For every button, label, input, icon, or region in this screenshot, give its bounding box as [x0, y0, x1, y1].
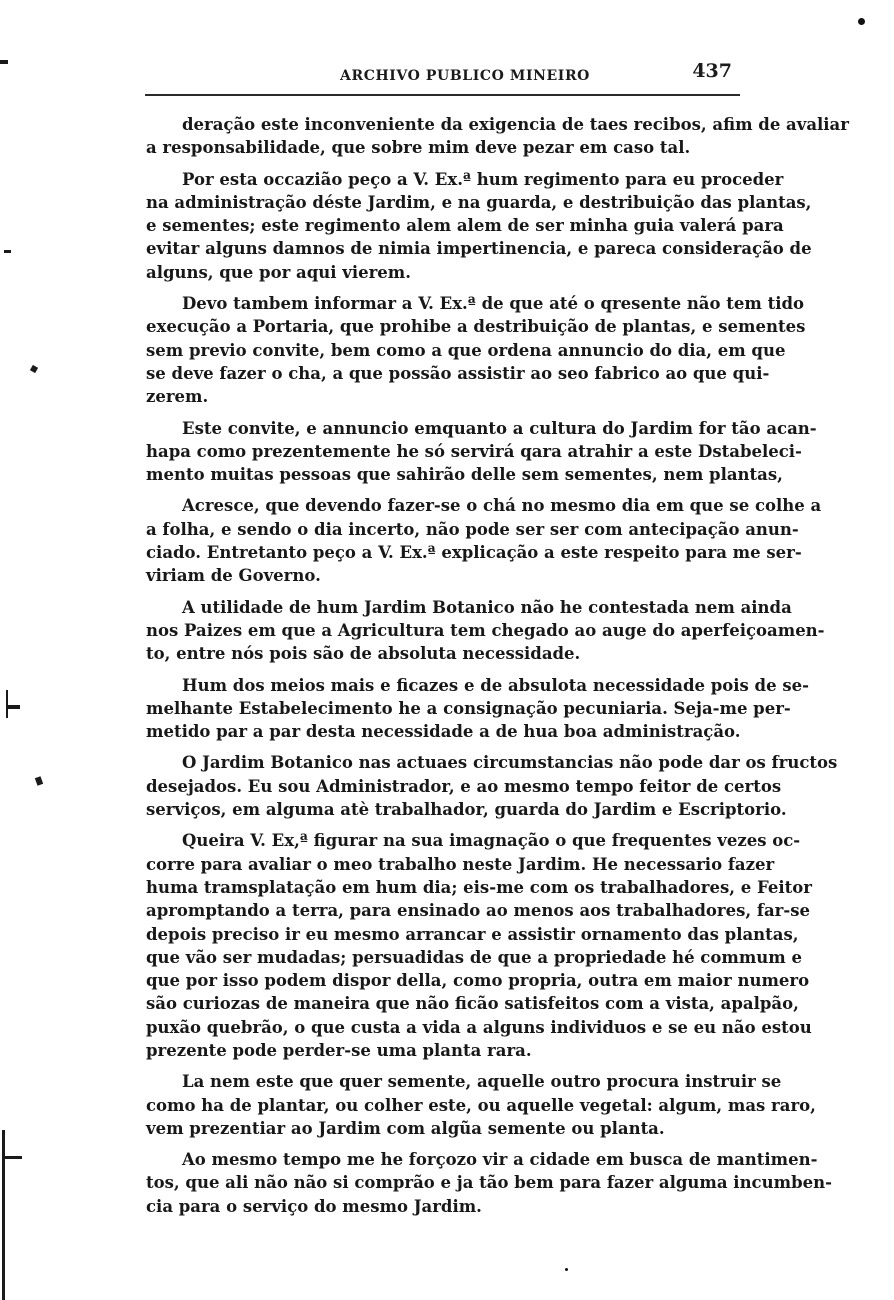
margin-mark: [30, 365, 38, 373]
text-line: são curiozas de maneira que não ficão satisfeitos com a vista, apalpão,: [146, 994, 799, 1014]
paragraph: [146, 113, 849, 160]
text-line: desejados. Eu sou Administrador, e ao mesmo tempo feitor de certos: [146, 776, 782, 796]
paragraph: [146, 751, 838, 821]
text-line: Acresce, que devendo fazer-se o chá no mesmo dia em que se colhe a: [182, 496, 822, 516]
text-line: como ha de plantar, ou colher este, ou aquelle vegetal: algum, mas raro,: [146, 1095, 816, 1115]
running-header: [145, 60, 740, 98]
text-line: mento muitas pessoas que sahirão delle sem sementes, nem plantas,: [146, 465, 783, 485]
text-line: prezente pode perder-se uma planta rara.: [146, 1040, 532, 1060]
text-line: vem prezentiar ao Jardim com algũa semente ou planta.: [146, 1118, 665, 1138]
text-line: Este convite, e annuncio emquanto a cultura do Jardim for tão acan-: [182, 418, 817, 438]
text-line: to, entre nós pois são de absoluta necessidade.: [146, 644, 581, 664]
text-line: que por isso podem dispor della, como propria, outra em maior numero: [146, 971, 810, 991]
text-line: apromptando a terra, para ensinado ao menos aos trabalhadores, far-se: [146, 901, 811, 921]
text-line: deração este inconveniente da exigencia de taes recibos, afim de avaliar: [182, 115, 849, 134]
text-line: A utilidade de hum Jardim Botanico não he contestada nem ainda: [182, 597, 792, 617]
text-line: a folha, e sendo o dia incerto, não pode ser ser com antecipação anun-: [146, 519, 799, 539]
text-line: zerem.: [146, 387, 209, 407]
text-line: na administração déste Jardim, e na guarda, e destribuição das plantas,: [146, 192, 812, 212]
text-line: sem previo convite, bem como a que ordena annuncio do dia, em que: [146, 340, 786, 360]
text-line: se deve fazer o cha, a que possão assistir ao seo fabrico ao que qui-: [146, 363, 770, 383]
text-line: viriam de Governo.: [146, 566, 321, 586]
page-number: 437: [692, 60, 732, 82]
margin-edge-line: [6, 690, 8, 718]
text-line: Por esta occazião peço a V. Ex.ª hum regimento para eu proceder: [182, 169, 784, 189]
scan-dot: [858, 18, 865, 25]
text-line: huma tramsplatação em hum dia; eis-me com os trabalhadores, e Feitor: [146, 877, 812, 897]
margin-mark: [35, 776, 43, 786]
margin-mark: [2, 1156, 22, 1159]
margin-mark: [4, 250, 11, 253]
text-line: serviços, em alguma atè trabalhador, guarda do Jardim e Escriptorio.: [146, 800, 787, 820]
header-rule: [145, 94, 740, 96]
text-line: hapa como prezentemente he só servirá qara atrahir a este Dstabeleci-: [146, 441, 802, 461]
text-line: Ao mesmo tempo me he forçozo vir a cidade em busca de mantimen-: [182, 1150, 818, 1170]
text-line: tos, que ali não não si comprão e ja tão bem para fazer alguma incumben-: [146, 1173, 832, 1193]
running-title: ARCHIVO PUBLICO MINEIRO: [340, 68, 590, 84]
text-line: melhante Estabelecimento he a consignação pecuniaria. Seja-me per-: [146, 698, 791, 718]
text-line: evitar alguns damnos de nimia impertinencia, e pareca consideração de: [146, 239, 812, 259]
text-line: nos Paizes em que a Agricultura tem chegado ao auge do aperfeiçoamen-: [146, 620, 825, 640]
text-line: depois preciso ir eu mesmo arrancar e assistir ornamento das plantas,: [146, 924, 799, 944]
paragraph: [146, 1148, 832, 1218]
text-line: Hum dos meios mais e ficazes e de absulota necessidade pois de se-: [182, 675, 809, 695]
paragraph: [146, 494, 822, 587]
paragraph: [146, 596, 825, 666]
text-line: alguns, que por aqui vierem.: [146, 262, 412, 282]
paragraph: [146, 1070, 816, 1140]
scan-dot: [565, 1268, 568, 1271]
paragraph: [146, 292, 806, 408]
text-line: a responsabilidade, que sobre mim deve pezar em caso tal.: [146, 138, 691, 158]
paragraph: [146, 417, 817, 487]
text-line: que vão ser mudadas; persuadidas de que a propriedade hé commum e: [146, 947, 802, 967]
paragraph: [146, 829, 812, 1062]
text-line: ciado. Entretanto peço a V. Ex.ª explicação a este respeito para me ser-: [146, 543, 802, 563]
text-line: Queira V. Ex,ª figurar na sua imagnação o que frequentes vezes oc-: [182, 831, 801, 851]
text-line: corre para avaliar o meo trabalho neste Jardim. He necessario fazer: [146, 854, 775, 874]
text-line: Devo tambem informar a V. Ex.ª de que até o qresente não tem tido: [182, 294, 805, 314]
paragraph: [146, 168, 812, 284]
text-line: puxão quebrão, o que custa a vida a alguns individuos e se eu não estou: [146, 1017, 812, 1037]
paragraph: [146, 674, 809, 744]
margin-mark: [0, 60, 8, 64]
text-line: O Jardim Botanico nas actuaes circumstancias não pode dar os fructos: [182, 753, 838, 773]
text-line: e sementes; este regimento alem alem de ser minha guia valerá para: [146, 216, 784, 236]
text-line: execução a Portaria, que prohibe a destribuição de plantas, e sementes: [146, 317, 806, 337]
text-line: cia para o serviço do mesmo Jardim.: [146, 1196, 482, 1216]
text-line: La nem este que quer semente, aquelle outro procura instruir se: [182, 1072, 782, 1092]
body-text: [146, 113, 849, 1226]
margin-mark: [6, 705, 20, 709]
text-line: metido par a par desta necessidade a de hua boa administração.: [146, 722, 741, 742]
